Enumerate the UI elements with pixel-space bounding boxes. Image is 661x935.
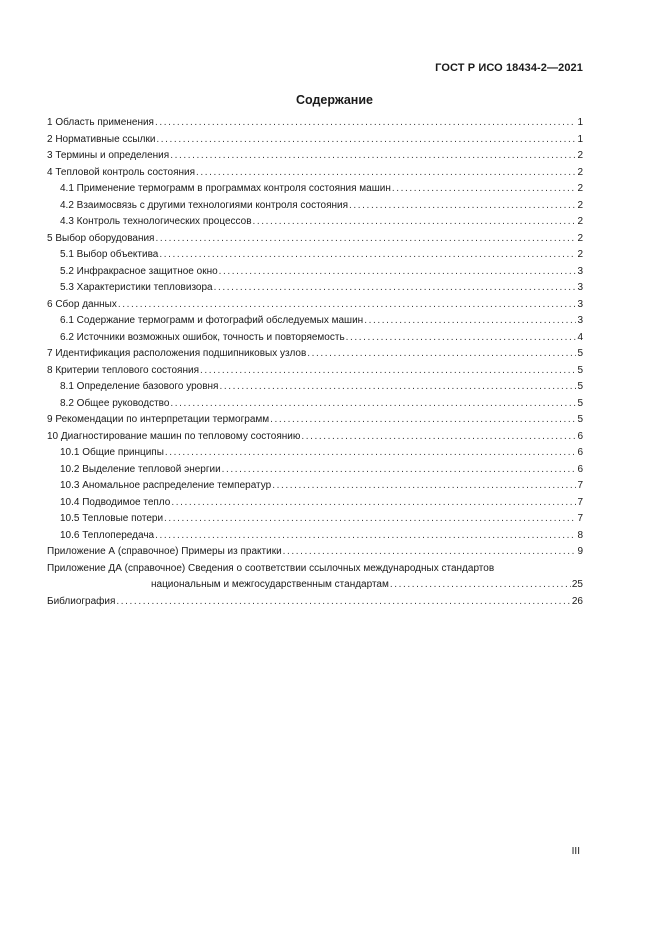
toc-entry-label: 9 Рекомендации по интерпретации термограмм: [47, 414, 270, 425]
toc-entry[interactable]: [47, 181, 583, 198]
toc-entry-label: Библиография: [47, 595, 116, 607]
toc-entry-label: 4.3 Контроль технологических процессов: [60, 216, 252, 227]
toc-entry-label: 10.1 Общие принципы: [60, 447, 164, 458]
toc-leader-dots: [301, 429, 576, 446]
toc-entry-page: 7: [577, 496, 583, 508]
toc-leader-dots: [116, 594, 570, 611]
toc-entry[interactable]: [47, 396, 583, 413]
toc-entry-label: 8.1 Определение базового уровня: [60, 381, 219, 392]
toc-leader-dots: [155, 528, 576, 545]
toc-entry-page: 5: [577, 414, 583, 425]
document-code: ГОСТ Р ИСО 18434-2—2021: [435, 62, 583, 74]
toc-entry[interactable]: [47, 313, 583, 330]
toc-leader-dots: [349, 198, 576, 215]
toc-entry-page: 9: [577, 546, 583, 557]
toc-leader-dots: [156, 132, 576, 149]
toc-leader-dots: [219, 379, 576, 396]
toc-entry-page: 6: [577, 447, 583, 458]
toc-entry-label: 5.1 Выбор объектива: [60, 249, 159, 260]
toc-entry-bibliography[interactable]: [47, 594, 583, 611]
toc-entry-page: 5: [577, 364, 583, 376]
toc-entry-label: 10.3 Аномальное распределение температур: [60, 480, 272, 491]
toc-entry-appendix-da[interactable]: [47, 561, 583, 594]
toc-entry-label: 10.6 Теплопередача: [60, 529, 155, 541]
table-of-contents: [47, 115, 583, 610]
toc-entry-page: 2: [577, 150, 583, 161]
toc-entry-label-continuation: национальным и межгосударственным стандартам: [151, 579, 389, 590]
toc-entry[interactable]: [47, 363, 583, 380]
toc-leader-dots: [222, 462, 577, 479]
toc-entry[interactable]: [47, 214, 583, 231]
toc-entry-page: 5: [577, 348, 583, 359]
toc-leader-dots: [155, 115, 576, 132]
toc-leader-dots: [165, 445, 577, 462]
toc-entry[interactable]: [47, 115, 583, 132]
toc-entry[interactable]: [47, 198, 583, 215]
toc-leader-dots: [196, 165, 576, 182]
toc-entry-page: 4: [577, 331, 583, 343]
toc-entry[interactable]: [47, 379, 583, 396]
toc-entry[interactable]: [47, 330, 583, 347]
toc-entry-page: 26: [571, 595, 583, 607]
toc-entry[interactable]: [47, 346, 583, 363]
toc-entry-page: 2: [577, 232, 583, 244]
toc-entry-label: 8 Критерии теплового состояния: [47, 364, 199, 376]
toc-entry-page: 3: [577, 265, 583, 277]
toc-entry[interactable]: [47, 132, 583, 149]
toc-entry[interactable]: [47, 429, 583, 446]
toc-entry-label: 10.2 Выделение тепловой энергии: [60, 463, 221, 475]
toc-leader-dots: [155, 231, 576, 248]
toc-leader-dots: [118, 297, 577, 314]
toc-entry-label: 5 Выбор оборудования: [47, 232, 155, 244]
toc-entry[interactable]: [47, 462, 583, 479]
toc-entry-page: 2: [577, 183, 583, 194]
toc-entry-label: 5.2 Инфракрасное защитное окно: [60, 265, 218, 277]
toc-leader-dots: [219, 264, 577, 281]
toc-entry-page: 3: [577, 282, 583, 293]
toc-entry-page: 7: [577, 480, 583, 491]
toc-entry[interactable]: [47, 280, 583, 297]
toc-entry-label: 2 Нормативные ссылки: [47, 133, 156, 145]
toc-entry-label: 4.2 Взаимосвязь с другими технологиями контроля состояния: [60, 199, 349, 211]
toc-entry-page: 25: [571, 579, 583, 590]
toc-leader-dots: [171, 495, 576, 512]
toc-entry-page: 7: [577, 513, 583, 524]
toc-entry-label: 6.1 Содержание термограмм и фотографий обследуемых машин: [60, 315, 364, 326]
toc-entry-label: Приложение ДА (справочное) Сведения о соответствии ссылочных международных стандартов: [47, 562, 495, 574]
toc-leader-dots: [392, 181, 577, 198]
toc-entry-label: 7 Идентификация расположения подшипниковых узлов: [47, 348, 307, 359]
toc-entry-page: 5: [577, 381, 583, 392]
toc-entry-page: 6: [577, 430, 583, 442]
toc-entry[interactable]: [47, 148, 583, 165]
toc-entry[interactable]: [47, 264, 583, 281]
toc-entry[interactable]: [47, 511, 583, 528]
toc-entry-page: 1: [577, 117, 583, 128]
toc-entry-page: 2: [577, 199, 583, 211]
toc-entry-page: 3: [577, 298, 583, 310]
toc-leader-dots: [270, 412, 576, 429]
toc-leader-dots: [170, 396, 576, 413]
toc-entry[interactable]: [47, 478, 583, 495]
toc-leader-dots: [307, 346, 576, 363]
toc-entry-page: 1: [577, 133, 583, 145]
toc-entry-label: 3 Термины и определения: [47, 150, 170, 161]
toc-leader-dots: [253, 214, 577, 231]
toc-leader-dots: [170, 148, 576, 165]
toc-entry-label: 10 Диагностирование машин по тепловому состоянию: [47, 430, 301, 442]
toc-entry-page: 8: [577, 529, 583, 541]
toc-leader-dots: [272, 478, 576, 495]
toc-leader-dots: [214, 280, 577, 297]
toc-entry-page: 2: [577, 166, 583, 178]
toc-entry[interactable]: [47, 165, 583, 182]
toc-entry-page: 3: [577, 315, 583, 326]
toc-entry[interactable]: [47, 247, 583, 264]
toc-leader-dots: [200, 363, 576, 380]
toc-entry-label: 10.4 Подводимое тепло: [60, 496, 171, 508]
toc-entry-label: 5.3 Характеристики тепловизора: [60, 282, 213, 293]
toc-entry-page: 5: [577, 397, 583, 409]
toc-entry-page: 6: [577, 463, 583, 475]
toc-entry-label: 1 Область применения: [47, 117, 154, 128]
toc-entry[interactable]: [47, 445, 583, 462]
toc-leader-dots: [364, 313, 576, 330]
toc-entry-label: Приложение А (справочное) Примеры из практики: [47, 546, 282, 557]
toc-entry[interactable]: [47, 528, 583, 545]
toc-entry-label: 4 Тепловой контроль состояния: [47, 166, 196, 178]
toc-entries: [47, 115, 583, 561]
toc-entry-label: 8.2 Общее руководство: [60, 397, 170, 409]
toc-entry-label: 6.2 Источники возможных ошибок, точность и повторяемость: [60, 331, 345, 343]
page-number: III: [571, 846, 580, 857]
toc-entry[interactable]: [47, 297, 583, 314]
toc-leader-dots: [164, 511, 576, 528]
toc-leader-dots: [283, 544, 577, 561]
toc-entry[interactable]: [47, 495, 583, 512]
toc-leader-dots: [346, 330, 577, 347]
toc-leader-dots: [390, 577, 571, 594]
toc-leader-dots: [159, 247, 576, 264]
toc-entry-label: 4.1 Применение термограмм в программах контроля состояния машин: [60, 183, 391, 194]
toc-entry[interactable]: [47, 231, 583, 248]
toc-entry-page: 2: [577, 216, 583, 227]
toc-entry-page: 2: [577, 249, 583, 260]
toc-entry[interactable]: [47, 544, 583, 561]
toc-title: Содержание: [295, 93, 373, 107]
toc-entry-label: 6 Сбор данных: [47, 298, 117, 310]
toc-entry-label: 10.5 Тепловые потери: [60, 513, 164, 524]
toc-entry[interactable]: [47, 412, 583, 429]
